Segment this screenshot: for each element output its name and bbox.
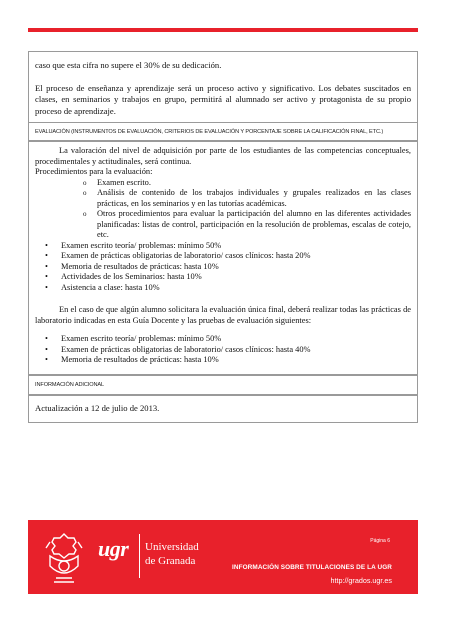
weight-item: • Actividades de los Seminarios: hasta 10% <box>45 272 411 283</box>
final-evaluation-text: En el caso de que algún alumno solicitara la evaluación única final, deberá realizar todas las prácticas de laboratorio indicadas en esta Guía Docente y las pruebas de evaluación siguientes: <box>35 305 411 325</box>
procedure-item: o Examen escrito. <box>83 178 411 189</box>
university-name-line2: de Granada <box>145 555 196 567</box>
evaluation-intro: La valoración del nivel de adquisición por parte de los estudiantes de las competencias conceptuales, procedimentales y actitudinales, será continua. <box>35 146 411 166</box>
weight-item: • Asistencia a clase: hasta 10% <box>45 283 411 294</box>
degrees-info-title: INFORMACIÓN SOBRE TITULACIONES DE LA UGR <box>232 564 392 571</box>
additional-info-section <box>28 395 418 423</box>
additional-info-header <box>28 375 418 395</box>
evaluation-section <box>28 141 418 375</box>
final-weight-item: • Examen de prácticas obligatorias de laboratorio/ casos clínicos: hasta 40% <box>45 345 411 356</box>
procedures-label: Procedimientos para la evaluación: <box>35 167 153 176</box>
weight-item: • Memoria de resultados de prácticas: hasta 10% <box>45 262 411 273</box>
methodology-text-1: caso que esta cifra no supere el 30% de su dedicación. <box>35 60 222 70</box>
final-weight-item: • Examen escrito teoría/ problemas: mínimo 50% <box>45 334 411 345</box>
evaluation-header <box>28 122 418 141</box>
weight-item: • Examen escrito teoría/ problemas: mínimo 50% <box>45 241 411 252</box>
degrees-url-link[interactable]: http://grados.ugr.es <box>330 576 392 585</box>
final-weight-item: • Memoria de resultados de prácticas: hasta 10% <box>45 355 411 366</box>
additional-info-header-label: INFORMACIÓN ADICIONAL <box>35 382 105 388</box>
procedures-list <box>35 178 411 241</box>
methodology-text-2: El proceso de enseñanza y aprendizaje será un proceso activo y significativo. Los debates suscitados en clases, en seminarios y trabajos en grupo, permitirá al alumnado ser activo y protagonista de su propio proceso de aprendizaje. <box>35 82 411 116</box>
university-name-line1: Universidad <box>145 541 199 553</box>
procedure-item: o Otros procedimientos para evaluar la participación del alumno en las diferentes actividades planificadas: listas de control, participación en la resolución de problemas, escalas de cotejo, etc. <box>83 209 411 241</box>
evaluation-header-label: EVALUACIÓN (INSTRUMENTOS DE EVALUACIÓN, CRITERIOS DE EVALUACIÓN Y PORCENTAJE SOBRE LA CALIFICACIÓN FINAL, ETC.) <box>35 128 384 135</box>
update-date-text: Actualización a 12 de julio de 2013. <box>35 403 160 413</box>
university-name <box>145 540 199 568</box>
final-weights-list <box>35 334 411 366</box>
page-number: Página 6 <box>370 538 390 544</box>
header-accent-bar <box>28 28 418 32</box>
ugr-logo-text: ugr <box>98 536 129 561</box>
methodology-section <box>28 51 418 123</box>
logo-divider <box>139 534 140 578</box>
university-crest-icon <box>36 528 92 586</box>
footer-banner <box>28 520 418 594</box>
procedure-item: o Análisis de contenido de los trabajos individuales y grupales realizados en las clases prácticas, en los seminarios y en las tutorías académicas. <box>83 188 411 209</box>
weights-list <box>35 241 411 294</box>
weight-item: • Examen de prácticas obligatorias de laboratorio/ casos clínicos: hasta 20% <box>45 251 411 262</box>
